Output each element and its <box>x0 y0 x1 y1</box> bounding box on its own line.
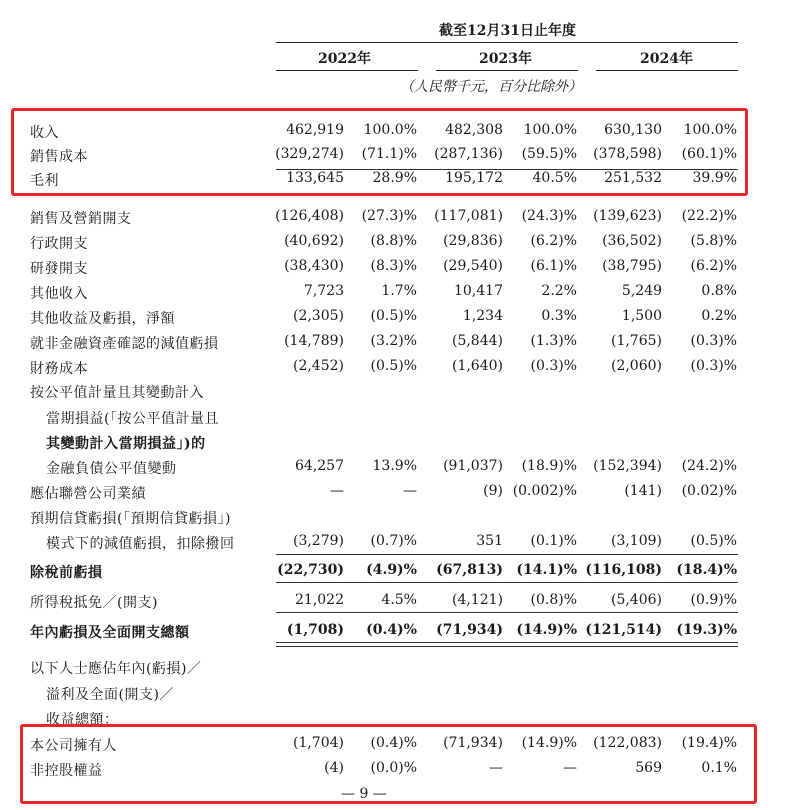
percent-cell: (0.4)% <box>370 735 417 751</box>
percent-cell: (1.3)% <box>530 333 577 349</box>
row-label: 除稅前虧損 <box>30 565 103 581</box>
row-label: 應佔聯營公司業績 <box>30 486 146 502</box>
percent-cell: 39.9% <box>692 170 737 186</box>
subtotal-rule-total-top <box>276 612 738 613</box>
amount-cell: (5,844) <box>451 333 503 349</box>
year-rule-2023 <box>436 70 578 71</box>
percent-cell: (4.9)% <box>366 562 417 578</box>
amount-cell: 64,257 <box>295 458 344 474</box>
amount-cell: 630,130 <box>604 122 662 138</box>
amount-cell: 195,172 <box>445 170 503 186</box>
percent-cell: 13.9% <box>372 458 417 474</box>
table-row <box>0 429 797 453</box>
percent-cell: (0.7)% <box>370 533 417 549</box>
amount-cell: (22,730) <box>277 562 344 578</box>
page-number: — 9 — <box>341 786 387 802</box>
percent-cell: (6.1)% <box>530 258 577 274</box>
percent-cell: (27.3)% <box>361 208 417 224</box>
amount-cell: (29,540) <box>443 258 503 274</box>
row-label: 按公平值計量且其變動計入 <box>30 385 204 401</box>
percent-cell: 100.0% <box>523 122 577 138</box>
amount-cell: (121,514) <box>585 622 662 638</box>
percent-cell: 0.1% <box>701 760 737 776</box>
amount-cell: 10,417 <box>454 283 503 299</box>
table-row <box>0 680 797 704</box>
amount-cell: 133,645 <box>286 170 344 186</box>
percent-cell: (0.0)% <box>370 760 417 776</box>
percent-cell: (3.2)% <box>370 333 417 349</box>
amount-cell: (329,274) <box>275 146 344 162</box>
amount-cell: (67,813) <box>436 562 503 578</box>
row-label: 溢利及全面(開支)／ <box>46 687 174 703</box>
amount-cell: 569 <box>635 760 662 776</box>
subtotal-rule-pretax <box>276 554 738 555</box>
amount-cell: (1,704) <box>292 735 344 751</box>
row-label: 研發開支 <box>30 261 88 277</box>
amount-cell: (2,452) <box>292 358 344 374</box>
amount-cell: (1,640) <box>451 358 503 374</box>
table-row <box>0 304 797 328</box>
percent-cell: (6.2)% <box>530 233 577 249</box>
percent-cell: (0.1)% <box>530 533 577 549</box>
percent-cell: (22.2)% <box>681 208 737 224</box>
percent-cell: (71.1)% <box>361 146 417 162</box>
amount-cell: 21,022 <box>295 592 344 608</box>
amount-cell: (5,406) <box>610 592 662 608</box>
percent-cell: 28.9% <box>372 170 417 186</box>
row-label: 就非金融資產確認的減值虧損 <box>30 336 219 352</box>
table-row <box>0 479 797 503</box>
amount-cell: (14,789) <box>284 333 344 349</box>
percent-cell: (0.3)% <box>690 358 737 374</box>
percent-cell: (0.5)% <box>370 308 417 324</box>
total-double-rule <box>276 642 738 647</box>
row-label: 收益總額： <box>46 712 119 728</box>
amount-cell: 351 <box>476 533 503 549</box>
amount-cell: 1,234 <box>462 308 503 324</box>
percent-cell: (0.4)% <box>366 622 417 638</box>
percent-cell: (19.4)% <box>681 735 737 751</box>
percent-cell: (24.3)% <box>521 208 577 224</box>
amount-cell: (91,037) <box>443 458 503 474</box>
table-row <box>0 378 797 402</box>
amount-cell: (2,305) <box>292 308 344 324</box>
row-label: 行政開支 <box>30 236 88 252</box>
row-label: 毛利 <box>30 173 59 189</box>
percent-cell: 2.2% <box>541 283 577 299</box>
percent-cell: (0.3)% <box>690 333 737 349</box>
percent-cell: (18.4)% <box>676 562 737 578</box>
percent-cell: 1.7% <box>381 283 417 299</box>
year-header-2022: 2022年 <box>318 51 371 67</box>
percent-cell: (0.3)% <box>530 358 577 374</box>
subtotal-rule-pretax-bottom <box>276 582 738 583</box>
percent-cell: 100.0% <box>683 122 737 138</box>
percent-cell: — <box>563 760 577 776</box>
unit-note: （人民幣千元，百分比除外） <box>400 79 582 95</box>
amount-cell: (4) <box>324 760 344 776</box>
table-row <box>0 618 797 642</box>
amount-cell: 251,532 <box>604 170 662 186</box>
percent-cell: (60.1)% <box>681 146 737 162</box>
amount-cell: (116,108) <box>585 562 662 578</box>
amount-cell: — <box>489 760 503 776</box>
year-header-2024: 2024年 <box>640 51 693 67</box>
percent-cell: (0.5)% <box>370 358 417 374</box>
row-label: 非控股權益 <box>30 763 103 779</box>
highlight-box-attributable <box>20 724 757 804</box>
percent-cell: (8.8)% <box>370 233 417 249</box>
percent-cell: (6.2)% <box>690 258 737 274</box>
amount-cell: (117,081) <box>434 208 503 224</box>
table-row <box>0 254 797 278</box>
amount-cell: (4,121) <box>451 592 503 608</box>
row-label: 模式下的減值虧損，扣除撥回 <box>46 536 235 552</box>
table-row <box>0 404 797 428</box>
row-label: 財務成本 <box>30 361 88 377</box>
percent-cell: (14.9)% <box>521 735 577 751</box>
row-label: 所得稅抵免／(開支) <box>30 595 158 611</box>
row-label: 預期信貸虧損(「預期信貸虧損」) <box>30 511 231 527</box>
table-row <box>0 588 797 612</box>
row-label: 其變動計入當期損益」)的 <box>46 436 206 452</box>
amount-cell: (36,502) <box>602 233 662 249</box>
row-label: 其他收益及虧損，淨額 <box>30 311 175 327</box>
percent-cell: (0.02)% <box>681 483 737 499</box>
percent-cell: (14.1)% <box>516 562 577 578</box>
percent-cell: 0.3% <box>541 308 577 324</box>
percent-cell: (8.3)% <box>370 258 417 274</box>
amount-cell: (3,279) <box>292 533 344 549</box>
row-label: 以下人士應佔年內(虧損)／ <box>30 661 202 677</box>
percent-cell: (24.2)% <box>681 458 737 474</box>
table-row <box>0 654 797 678</box>
row-label: 本公司擁有人 <box>30 738 117 754</box>
row-label: 收入 <box>30 125 59 141</box>
year-header-2023: 2023年 <box>479 51 532 67</box>
amount-cell: (38,795) <box>602 258 662 274</box>
amount-cell: (126,408) <box>275 208 344 224</box>
percent-cell: (19.3)% <box>676 622 737 638</box>
row-label: 其他收入 <box>30 286 88 302</box>
table-row <box>0 204 797 228</box>
percent-cell: (59.5)% <box>521 146 577 162</box>
row-label: 當期損益(「按公平值計量且 <box>46 411 219 427</box>
amount-cell: (378,598) <box>593 146 662 162</box>
amount-cell: (38,430) <box>284 258 344 274</box>
amount-cell: (29,836) <box>443 233 503 249</box>
percent-cell: (0.002)% <box>512 483 577 499</box>
amount-cell: (139,623) <box>593 208 662 224</box>
table-row <box>0 229 797 253</box>
amount-cell: (9) <box>483 483 503 499</box>
percent-cell: 4.5% <box>381 592 417 608</box>
percent-cell: — <box>403 483 417 499</box>
amount-cell: (71,934) <box>436 622 503 638</box>
highlight-box-gross-profit <box>11 108 748 196</box>
percent-cell: 0.2% <box>701 308 737 324</box>
amount-cell: — <box>330 483 344 499</box>
amount-cell: 7,723 <box>303 283 344 299</box>
amount-cell: (3,109) <box>610 533 662 549</box>
amount-cell: 1,500 <box>621 308 662 324</box>
amount-cell: (152,394) <box>593 458 662 474</box>
row-label: 銷售及營銷開支 <box>30 211 132 227</box>
amount-cell: (141) <box>624 483 662 499</box>
amount-cell: 462,919 <box>286 122 344 138</box>
year-rule-2022 <box>276 70 418 71</box>
row-label: 銷售成本 <box>30 149 88 165</box>
amount-cell: (287,136) <box>434 146 503 162</box>
percent-cell: 40.5% <box>532 170 577 186</box>
row-label: 年內虧損及全面開支總額 <box>30 625 190 641</box>
amount-cell: (1,765) <box>610 333 662 349</box>
period-header: 截至12月31日止年度 <box>439 23 576 39</box>
percent-cell: (0.9)% <box>690 592 737 608</box>
percent-cell: (5.8)% <box>690 233 737 249</box>
table-row <box>0 279 797 303</box>
table-row <box>0 504 797 528</box>
amount-cell: (71,934) <box>443 735 503 751</box>
amount-cell: 482,308 <box>445 122 503 138</box>
amount-cell: (40,692) <box>284 233 344 249</box>
table-row <box>0 454 797 478</box>
amount-cell: 5,249 <box>621 283 662 299</box>
table-row <box>0 329 797 353</box>
percent-cell: 100.0% <box>363 122 417 138</box>
percent-cell: (0.5)% <box>690 533 737 549</box>
percent-cell: 0.8% <box>701 283 737 299</box>
percent-cell: (14.9)% <box>516 622 577 638</box>
row-label: 金融負債公平值變動 <box>46 461 177 477</box>
table-row <box>0 558 797 582</box>
amount-cell: (122,083) <box>593 735 662 751</box>
percent-cell: (18.9)% <box>521 458 577 474</box>
table-row <box>0 529 797 553</box>
header-rule <box>276 42 738 43</box>
amount-cell: (1,708) <box>286 622 344 638</box>
year-rule-2024 <box>596 70 738 71</box>
table-row <box>0 354 797 378</box>
percent-cell: (0.8)% <box>530 592 577 608</box>
amount-cell: (2,060) <box>610 358 662 374</box>
